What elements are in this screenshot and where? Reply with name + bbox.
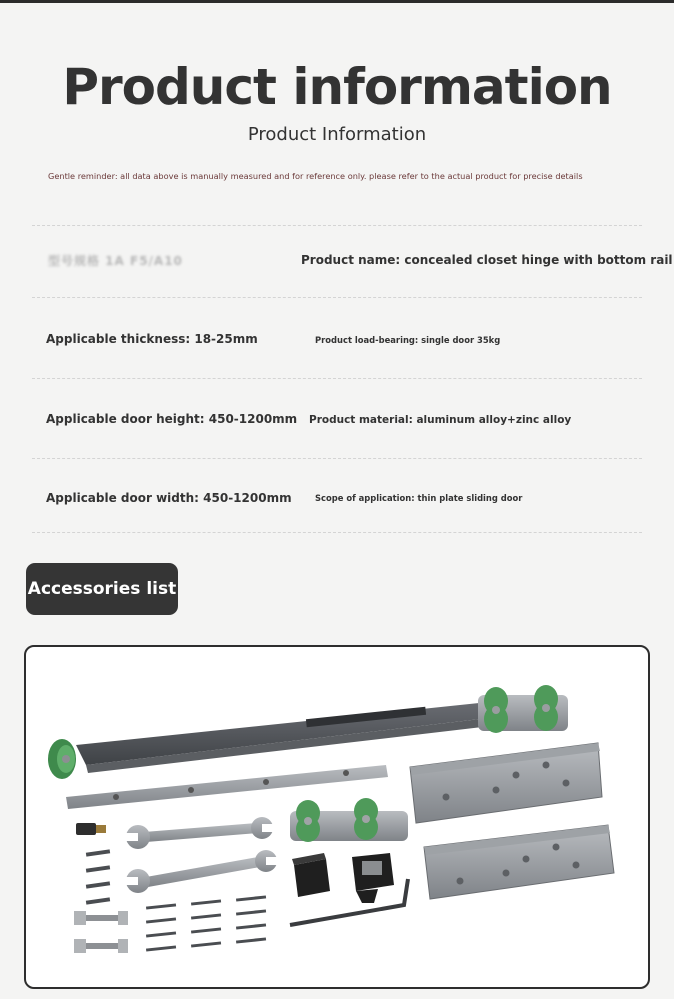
reminder-note: Gentle reminder: all data above is manually measured and for reference only. please refer to the actual product for precise details	[48, 171, 583, 181]
page-title: Product information	[62, 58, 612, 116]
mounting-bracket-bottom	[424, 825, 614, 899]
rail-roller-left	[48, 739, 76, 779]
spec-load-bearing: Product load-bearing: single door 35kg	[315, 335, 501, 345]
accessories-illustration	[26, 647, 648, 987]
rail-roller-right	[478, 685, 568, 733]
plastic-stopper-right	[352, 853, 394, 903]
spec-door-height: Applicable door height: 450-1200mm	[46, 412, 298, 426]
wrench-1	[126, 817, 274, 849]
plastic-stopper-left	[292, 853, 330, 897]
bottom-flat-rail	[66, 765, 388, 809]
accessories-list-label: Accessories list	[26, 563, 178, 615]
model-text-blurred: 型号规格 1A F5/A10	[48, 254, 183, 268]
page-subtitle: Product Information	[247, 124, 427, 145]
divider	[32, 458, 642, 459]
spec-thickness: Applicable thickness: 18-25mm	[46, 332, 258, 346]
spec-door-width: Applicable door width: 450-1200mm	[46, 491, 292, 505]
spec-product-name: Product name: concealed closet hinge with bottom rail	[301, 253, 673, 267]
divider	[32, 297, 642, 298]
spec-material: Product material: aluminum alloy+zinc alloy	[309, 414, 572, 426]
accessories-image-panel	[24, 645, 650, 989]
divider	[32, 532, 642, 533]
divider	[32, 378, 642, 379]
screws-column-left	[74, 823, 128, 953]
mounting-bracket-top	[410, 743, 602, 823]
spec-scope: Scope of application: thin plate sliding door	[315, 493, 523, 503]
top-border-bar	[0, 0, 674, 3]
roller-carriage	[290, 798, 408, 842]
wrench-2	[126, 850, 278, 893]
divider	[32, 225, 642, 226]
screws-grid	[146, 895, 266, 951]
